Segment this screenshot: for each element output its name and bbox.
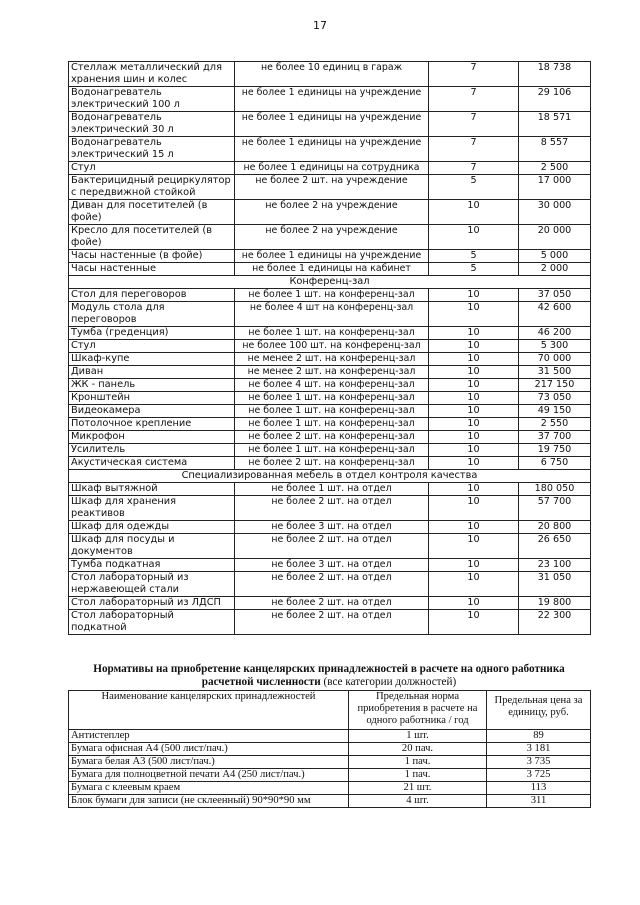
- item-norm: не более 1 единицы на учреждение: [235, 250, 429, 263]
- item-norm: не более 1 шт. на конференц-зал: [235, 392, 429, 405]
- item-norm: 1 шт.: [349, 730, 487, 743]
- table-row: [69, 496, 591, 521]
- item-name: Бумага для полноцветной печати А4 (250 лист/пач.): [69, 769, 349, 782]
- table-row: [69, 340, 591, 353]
- table-row: [69, 483, 591, 496]
- table-row: [69, 112, 591, 137]
- item-norm: не более 1 шт. на конференц-зал: [235, 444, 429, 457]
- item-name: Видеокамера: [69, 405, 235, 418]
- item-term: 10: [429, 431, 519, 444]
- item-term: 7: [429, 62, 519, 87]
- item-term: 10: [429, 418, 519, 431]
- item-price: 30 000: [519, 200, 591, 225]
- table-row: [69, 559, 591, 572]
- item-name: Диван: [69, 366, 235, 379]
- table-row: [69, 730, 591, 743]
- item-name: Стол лабораторный подкатной: [69, 610, 235, 635]
- item-price: 6 750: [519, 457, 591, 470]
- item-price: 8 557: [519, 137, 591, 162]
- table-row: [69, 87, 591, 112]
- item-norm: не менее 2 шт. на конференц-зал: [235, 353, 429, 366]
- item-name: Тумба подкатная: [69, 559, 235, 572]
- item-name: Водонагреватель электрический 15 л: [69, 137, 235, 162]
- item-term: 10: [429, 610, 519, 635]
- item-term: 10: [429, 366, 519, 379]
- item-price: 70 000: [519, 353, 591, 366]
- item-price: 29 106: [519, 87, 591, 112]
- table-row: [69, 162, 591, 175]
- item-price: 5 000: [519, 250, 591, 263]
- item-norm: 4 шт.: [349, 795, 487, 808]
- stationery-section-title: [68, 663, 590, 689]
- item-price: 19 750: [519, 444, 591, 457]
- item-name: Антистеплер: [69, 730, 349, 743]
- item-name: Шкаф-купе: [69, 353, 235, 366]
- item-price: 217 150: [519, 379, 591, 392]
- item-name: Водонагреватель электрический 30 л: [69, 112, 235, 137]
- table-row: [69, 392, 591, 405]
- item-norm: не более 3 шт. на отдел: [235, 559, 429, 572]
- item-price: 46 200: [519, 327, 591, 340]
- table-row: [69, 597, 591, 610]
- item-price: 49 150: [519, 405, 591, 418]
- table-row: [69, 263, 591, 276]
- item-price: 89: [487, 730, 591, 743]
- item-term: 7: [429, 137, 519, 162]
- item-norm: не более 1 единицы на учреждение: [235, 112, 429, 137]
- item-name: Бактерицидный рециркулятор с передвижной стойкой: [69, 175, 235, 200]
- item-norm: не более 1 шт. на конференц-зал: [235, 405, 429, 418]
- table-row: [69, 379, 591, 392]
- item-term: 10: [429, 200, 519, 225]
- table-row: [69, 444, 591, 457]
- item-price: 18 738: [519, 62, 591, 87]
- item-price: 31 500: [519, 366, 591, 379]
- item-price: 18 571: [519, 112, 591, 137]
- title-normal: (все категории должностей): [320, 676, 457, 688]
- table-row: [69, 250, 591, 263]
- item-term: 10: [429, 340, 519, 353]
- title-bold-line-1: Нормативы на приобретение канцелярских принадлежностей в расчете на одного работника: [93, 663, 565, 675]
- item-price: 2 550: [519, 418, 591, 431]
- table-row: [69, 366, 591, 379]
- item-price: 2 000: [519, 263, 591, 276]
- table-row: [69, 225, 591, 250]
- item-name: Стол лабораторный из нержавеющей стали: [69, 572, 235, 597]
- table-row: [69, 62, 591, 87]
- item-norm: не более 4 шт на конференц-зал: [235, 302, 429, 327]
- item-term: 10: [429, 521, 519, 534]
- item-name: Часы настенные (в фойе): [69, 250, 235, 263]
- table-row: [69, 200, 591, 225]
- table-row: [69, 795, 591, 808]
- item-norm: не более 2 шт. на отдел: [235, 610, 429, 635]
- section-title: Специализированная мебель в отдел контроля качества: [69, 470, 591, 483]
- header-norm: Предельная норма приобретения в расчете на одного работника / год: [349, 691, 487, 730]
- item-name: Шкаф для хранения реактивов: [69, 496, 235, 521]
- item-name: Шкаф вытяжной: [69, 483, 235, 496]
- item-name: Кронштейн: [69, 392, 235, 405]
- item-price: 26 650: [519, 534, 591, 559]
- item-norm: не более 2 на учреждение: [235, 200, 429, 225]
- item-price: 57 700: [519, 496, 591, 521]
- item-name: Водонагреватель электрический 100 л: [69, 87, 235, 112]
- table-row: [69, 457, 591, 470]
- item-term: 10: [429, 496, 519, 521]
- table-row: [69, 534, 591, 559]
- item-norm: не более 100 шт. на конференц-зал: [235, 340, 429, 353]
- item-norm: не менее 2 шт. на конференц-зал: [235, 366, 429, 379]
- item-norm: не более 2 шт. на отдел: [235, 572, 429, 597]
- stationery-table: [68, 690, 591, 808]
- item-term: 10: [429, 327, 519, 340]
- item-term: 5: [429, 250, 519, 263]
- section-title: Конференц-зал: [69, 276, 591, 289]
- item-price: 20 000: [519, 225, 591, 250]
- item-term: 10: [429, 353, 519, 366]
- item-price: 17 000: [519, 175, 591, 200]
- item-price: 5 300: [519, 340, 591, 353]
- table-row: [69, 782, 591, 795]
- item-name: Стол лабораторный из ЛДСП: [69, 597, 235, 610]
- item-price: 22 300: [519, 610, 591, 635]
- table-row: [69, 521, 591, 534]
- item-norm: 20 пач.: [349, 743, 487, 756]
- item-term: 10: [429, 483, 519, 496]
- item-norm: не более 2 шт. на конференц-зал: [235, 431, 429, 444]
- item-term: 10: [429, 444, 519, 457]
- item-term: 10: [429, 302, 519, 327]
- item-term: 10: [429, 379, 519, 392]
- item-norm: не более 2 шт. на конференц-зал: [235, 457, 429, 470]
- item-norm: 1 пач.: [349, 756, 487, 769]
- table-row: [69, 431, 591, 444]
- item-term: 5: [429, 175, 519, 200]
- item-term: 10: [429, 392, 519, 405]
- item-term: 10: [429, 534, 519, 559]
- item-term: 7: [429, 162, 519, 175]
- section-row: [69, 470, 591, 483]
- furniture-table: [68, 61, 591, 635]
- item-name: Стеллаж металлический для хранения шин и колес: [69, 62, 235, 87]
- item-norm: не более 1 единицы на учреждение: [235, 137, 429, 162]
- item-price: 19 800: [519, 597, 591, 610]
- item-norm: не более 2 шт. на отдел: [235, 597, 429, 610]
- table-row: [69, 137, 591, 162]
- item-term: 5: [429, 263, 519, 276]
- item-name: Часы настенные: [69, 263, 235, 276]
- item-name: ЖК - панель: [69, 379, 235, 392]
- item-name: Потолочное крепление: [69, 418, 235, 431]
- item-name: Тумба (греденция): [69, 327, 235, 340]
- item-price: 37 700: [519, 431, 591, 444]
- item-price: 23 100: [519, 559, 591, 572]
- item-norm: не более 1 шт. на отдел: [235, 483, 429, 496]
- item-norm: не более 1 единицы на кабинет: [235, 263, 429, 276]
- table-row: [69, 175, 591, 200]
- item-name: Кресло для посетителей (в фойе): [69, 225, 235, 250]
- item-name: Модуль стола для переговоров: [69, 302, 235, 327]
- item-term: 7: [429, 112, 519, 137]
- item-term: 10: [429, 289, 519, 302]
- item-price: 31 050: [519, 572, 591, 597]
- table-row: [69, 327, 591, 340]
- item-term: 10: [429, 572, 519, 597]
- table-row: [69, 289, 591, 302]
- item-norm: не более 2 шт. на отдел: [235, 534, 429, 559]
- item-name: Шкаф для посуды и документов: [69, 534, 235, 559]
- item-norm: не более 1 шт. на конференц-зал: [235, 289, 429, 302]
- item-norm: не более 2 шт. на отдел: [235, 496, 429, 521]
- table-row: [69, 769, 591, 782]
- item-price: 3 181: [487, 743, 591, 756]
- item-norm: не более 3 шт. на отдел: [235, 521, 429, 534]
- item-price: 311: [487, 795, 591, 808]
- item-price: 3 735: [487, 756, 591, 769]
- header-price: Предельная цена за единицу, руб.: [487, 691, 591, 730]
- item-price: 2 500: [519, 162, 591, 175]
- section-row: [69, 276, 591, 289]
- item-price: 113: [487, 782, 591, 795]
- item-price: 73 050: [519, 392, 591, 405]
- table-row: [69, 302, 591, 327]
- item-norm: не более 1 шт. на конференц-зал: [235, 418, 429, 431]
- item-norm: не более 1 шт. на конференц-зал: [235, 327, 429, 340]
- table-row: [69, 405, 591, 418]
- item-name: Бумага офисная А4 (500 лист/пач.): [69, 743, 349, 756]
- item-price: 42 600: [519, 302, 591, 327]
- item-name: Микрофон: [69, 431, 235, 444]
- item-price: 180 050: [519, 483, 591, 496]
- item-price: 20 800: [519, 521, 591, 534]
- item-name: Акустическая система: [69, 457, 235, 470]
- table-row: [69, 743, 591, 756]
- item-price: 37 050: [519, 289, 591, 302]
- item-norm: не более 2 шт. на учреждение: [235, 175, 429, 200]
- title-bold-line-2: расчетной численности: [201, 676, 321, 688]
- item-term: 7: [429, 87, 519, 112]
- table-row: [69, 572, 591, 597]
- page-number: 17: [313, 19, 327, 32]
- header-name: Наименование канцелярских принадлежностей: [69, 691, 349, 730]
- item-name: Диван для посетителей (в фойе): [69, 200, 235, 225]
- table-row: [69, 353, 591, 366]
- item-name: Стул: [69, 340, 235, 353]
- item-norm: не более 1 единицы на сотрудника: [235, 162, 429, 175]
- item-name: Стол для переговоров: [69, 289, 235, 302]
- item-term: 10: [429, 225, 519, 250]
- item-norm: 1 пач.: [349, 769, 487, 782]
- item-name: Бумага с клеевым краем: [69, 782, 349, 795]
- item-term: 10: [429, 597, 519, 610]
- item-norm: 21 шт.: [349, 782, 487, 795]
- item-norm: не более 1 единицы на учреждение: [235, 87, 429, 112]
- item-norm: не более 4 шт. на конференц-зал: [235, 379, 429, 392]
- item-norm: не более 10 единиц в гараж: [235, 62, 429, 87]
- item-name: Усилитель: [69, 444, 235, 457]
- item-name: Блок бумаги для записи (не склеенный) 90*90*90 мм: [69, 795, 349, 808]
- table-row: [69, 756, 591, 769]
- item-name: Шкаф для одежды: [69, 521, 235, 534]
- item-term: 10: [429, 457, 519, 470]
- item-norm: не более 2 на учреждение: [235, 225, 429, 250]
- table-row: [69, 418, 591, 431]
- item-term: 10: [429, 405, 519, 418]
- item-name: Стул: [69, 162, 235, 175]
- item-price: 3 725: [487, 769, 591, 782]
- table-row: [69, 610, 591, 635]
- item-term: 10: [429, 559, 519, 572]
- table-header-row: [69, 691, 591, 730]
- item-name: Бумага белая А3 (500 лист/пач.): [69, 756, 349, 769]
